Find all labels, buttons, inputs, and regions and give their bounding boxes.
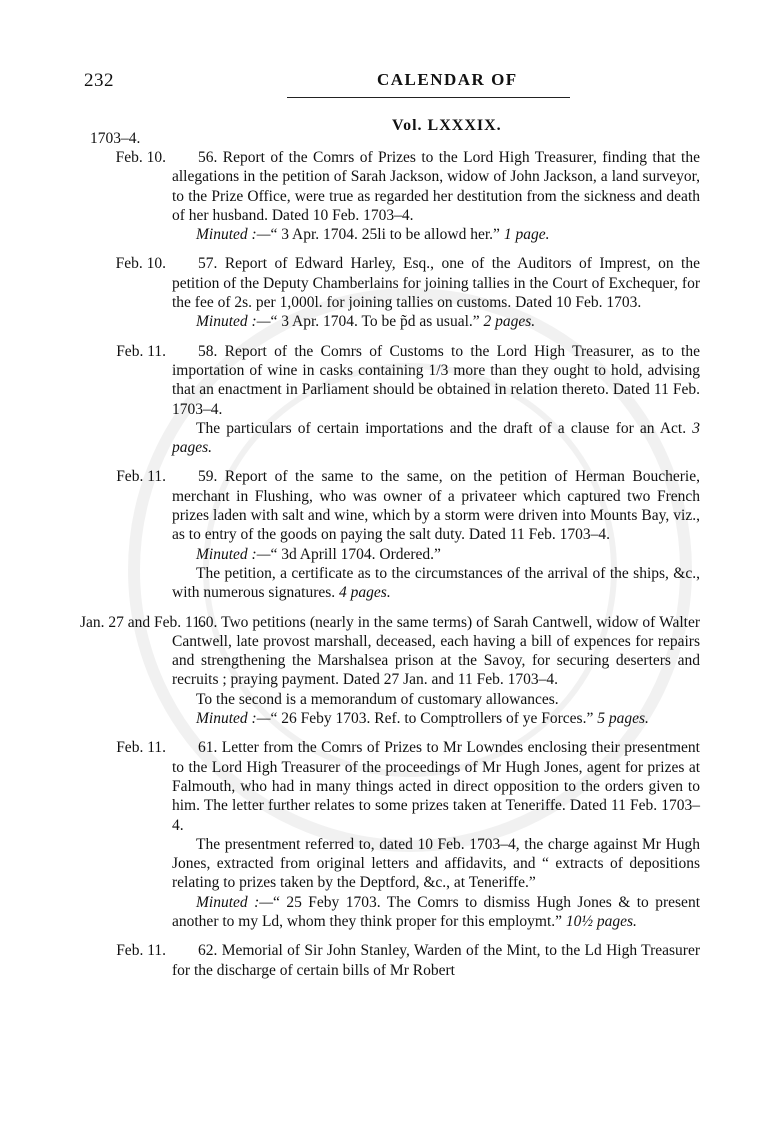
volume-heading: Vol. LXXXIX. xyxy=(392,117,502,134)
minute-label: Minuted :— xyxy=(196,226,271,244)
entry-date: Feb. 11. xyxy=(116,942,166,960)
entry-paragraph: 58. Report of the Comrs of Customs to the Lord High Treasurer, as to the importation of wine in casks containing 1/3 more than they ought to hold, advising that an enactment in Parliament should be obtained in relation thereto. Dated 11 Feb. 1703–4. xyxy=(172,342,700,418)
entry-date: Feb. 10. xyxy=(115,255,166,273)
running-head: CALENDAR OF xyxy=(377,70,518,89)
entry-paragraph: 57. Report of Edward Harley, Esq., one of the Auditors of Imprest, on the petition of the Deputy Chamberlains for joining tallies in the Court of Exchequer, for the fee of 2s. per 1,000l. for joining tallies on customs. Dated 10 Feb. 1703. xyxy=(172,255,700,312)
enclosure-note xyxy=(172,419,700,458)
entry-body xyxy=(172,467,700,602)
entry-paragraph: 59. Report of the same to the same, on the petition of Herman Boucherie, merchant in Flushing, who was owner of a privateer which captured two French prizes laden with salt and wine, which by a storm were driven into Mounts Bay, viz., as to entry of the goods on paying the salt duty. Dated 11 Feb. 1703–4. xyxy=(172,468,700,544)
entry-body xyxy=(172,254,700,331)
enclosure-text: The petition, a certificate as to the circumstances of the arrival of the ships, &c., with numerous signatures. xyxy=(172,564,700,602)
entry-59 xyxy=(80,467,710,602)
minute-line xyxy=(172,893,700,932)
minute-line xyxy=(172,545,700,564)
page-count: 4 pages. xyxy=(339,584,391,602)
page-count: 1 page. xyxy=(503,226,550,244)
entry-paragraph: 61. Letter from the Comrs of Prizes to Mr Lowndes enclosing their presentment to the Lord High Treasurer of the proceedings of Mr Hugh Jones, agent for prizes at Falmouth, who had in many things acted in direct opposition to the orders given to him. The letter further relates to some prizes taken at Teneriffe. Dated 11 Feb. 1703–4. xyxy=(172,739,700,834)
entry-paragraph: 62. Memorial of Sir John Stanley, Warden of the Mint, to the Ld High Treasurer for the discharge of certain bills of Mr Robert xyxy=(172,942,700,979)
enclosure-note xyxy=(172,564,700,603)
minute-line xyxy=(172,312,700,331)
entry-date: Jan. 27 and Feb. 11. xyxy=(80,613,204,631)
minute-text: “ 3 Apr. 1704. 25li to be allowd her.” xyxy=(270,226,504,244)
page-count: 3 pages. xyxy=(172,419,700,457)
entry-60 xyxy=(80,613,710,729)
entry-61 xyxy=(80,738,710,931)
entry-date: Feb. 11. xyxy=(116,468,166,486)
minute-label: Minuted :— xyxy=(196,313,271,331)
entry-body xyxy=(172,738,700,931)
entry-date: Feb. 11. xyxy=(116,739,166,757)
entry-58 xyxy=(80,342,710,458)
page-number: 232 xyxy=(84,70,114,91)
entry-body xyxy=(172,148,700,244)
minute-label: Minuted :— xyxy=(196,545,271,563)
minute-line xyxy=(172,709,700,728)
minute-text: “ 3 Apr. 1704. To be p̃d as usual.” xyxy=(270,313,484,331)
minute-label: Minuted :— xyxy=(196,710,271,728)
year-margin-note: 1703–4. xyxy=(90,130,141,147)
page-count: 2 pages. xyxy=(483,313,536,331)
entry-62 xyxy=(80,941,710,980)
entry-body xyxy=(172,613,700,729)
minute-text: “ 25 Feby 1703. The Comrs to dismiss Hugh Jones & to present another to my Ld, whom they think proper for this employmt.” xyxy=(172,893,700,930)
header-rule xyxy=(287,97,570,98)
minute-line xyxy=(172,225,700,244)
entry-date: Feb. 11. xyxy=(116,342,166,360)
enclosure-text: The particulars of certain importations and the draft of a clause for an Act. xyxy=(196,419,693,437)
page-count: 5 pages. xyxy=(597,710,649,728)
entry-date: Feb. 10. xyxy=(115,149,166,166)
entry-57 xyxy=(80,254,710,331)
entry-paragraph: 56. Report of the Comrs of Prizes to the Lord High Treasurer, finding that the allegations in the petition of Sarah Jackson, widow of John Jackson, a land surveyor, to the Prize Office, were true as regarded her destitution from the sickness and death of her husband. Dated 10 Feb. 1703–4. xyxy=(172,149,700,224)
entry-paragraph: The presentment referred to, dated 10 Feb. 1703–4, the charge against Mr Hugh Jones, extracted from original letters and affidavits, and “ extracts of depositions relating to prizes taken by the Deptford, &c., at Teneriffe.” xyxy=(172,835,700,892)
entry-body xyxy=(172,941,700,980)
minute-text: “ 26 Feby 1703. Ref. to Comptrollers of ye Forces.” xyxy=(270,710,598,728)
entries-list xyxy=(80,148,710,990)
entry-body xyxy=(172,342,700,458)
entry-paragraph: 60. Two petitions (nearly in the same terms) of Sarah Cantwell, widow of Walter Cantwell, late provost marshall, deceased, each having a bill of expences for repairs and strengthening the Marshalsea prison at the Savoy, for securing deserters and recruits ; praying payment. Dated 27 Jan. and 11 Feb. 1703–4. xyxy=(172,613,700,689)
entry-56 xyxy=(80,148,710,244)
minute-label: Minuted :— xyxy=(196,893,274,911)
minute-text: “ 3d Aprill 1704. Ordered.” xyxy=(270,545,441,563)
page-count: 10½ pages. xyxy=(565,912,637,930)
entry-paragraph: To the second is a memorandum of customary allowances. xyxy=(196,690,559,708)
